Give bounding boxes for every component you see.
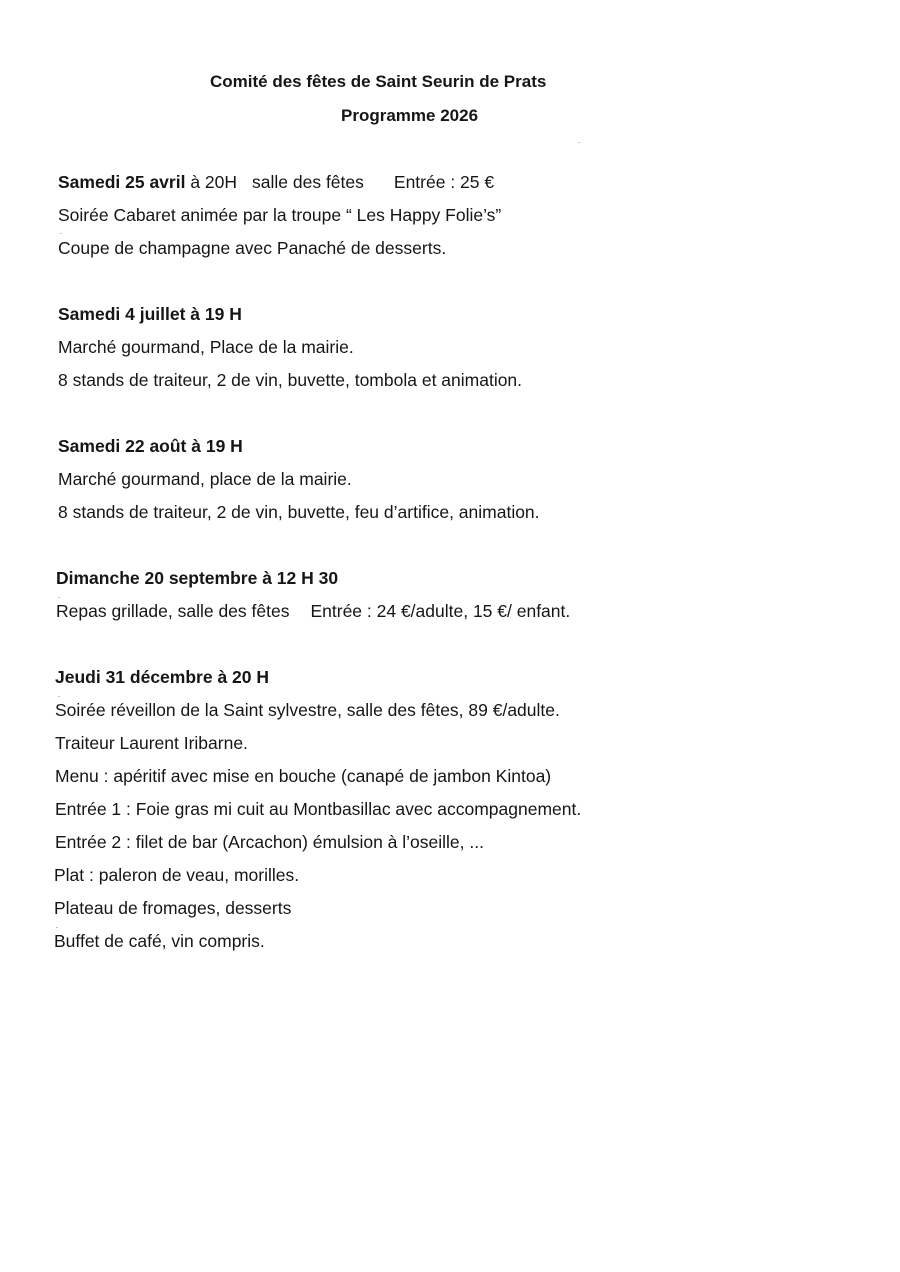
- event-1-date: Samedi 25 avril: [58, 172, 186, 192]
- scan-speck: [58, 696, 60, 697]
- event-1-heading: [58, 172, 494, 192]
- event-5-line-5: Entrée 2 : filet de bar (Arcachon) émulsion à l’oseille, ...: [55, 832, 484, 852]
- event-3-line-2: 8 stands de traiteur, 2 de vin, buvette, feu d’artifice, animation.: [58, 502, 540, 522]
- event-1-line-2: Coupe de champagne avec Panaché de desserts.: [58, 238, 447, 258]
- event-5-line-2: Traiteur Laurent Iribarne.: [55, 733, 248, 753]
- event-4-description: Repas grillade, salle des fêtes: [56, 601, 290, 621]
- event-5-line-7: Plateau de fromages, desserts: [54, 898, 292, 918]
- scan-speck: [56, 927, 58, 928]
- scan-speck: [578, 142, 580, 143]
- event-3-line-1: Marché gourmand, place de la mairie.: [58, 469, 352, 489]
- event-4-heading: Dimanche 20 septembre à 12 H 30: [56, 568, 339, 588]
- document-subtitle: Programme 2026: [341, 106, 479, 125]
- event-4-line-1: [56, 601, 570, 621]
- scan-speck: [60, 233, 62, 234]
- event-4-price: Entrée : 24 €/adulte, 15 €/ enfant.: [310, 601, 571, 621]
- event-2-line-1: Marché gourmand, Place de la mairie.: [58, 337, 354, 357]
- event-5-line-3: Menu : apéritif avec mise en bouche (canapé de jambon Kintoa): [55, 766, 552, 786]
- event-1-time: à 20H: [185, 172, 238, 192]
- document-title: Comité des fêtes de Saint Seurin de Prats: [210, 72, 547, 91]
- event-2-line-2: 8 stands de traiteur, 2 de vin, buvette, tombola et animation.: [58, 370, 523, 390]
- event-5-line-6: Plat : paleron de veau, morilles.: [54, 865, 300, 885]
- event-5-line-8: Buffet de café, vin compris.: [54, 931, 265, 951]
- event-5-heading: Jeudi 31 décembre à 20 H: [55, 667, 269, 687]
- event-5-line-1: Soirée réveillon de la Saint sylvestre, salle des fêtes, 89 €/adulte.: [55, 700, 560, 720]
- event-5-line-4: Entrée 1 : Foie gras mi cuit au Montbasillac avec accompagnement.: [55, 799, 582, 819]
- scan-speck: [58, 597, 60, 598]
- event-1-price: Entrée : 25 €: [393, 172, 495, 192]
- event-1-line-1: Soirée Cabaret animée par la troupe “ Les Happy Folie’s”: [58, 205, 502, 225]
- event-3-heading: Samedi 22 août à 19 H: [58, 436, 243, 456]
- event-1-venue: salle des fêtes: [252, 172, 364, 192]
- event-2-heading: Samedi 4 juillet à 19 H: [58, 304, 242, 324]
